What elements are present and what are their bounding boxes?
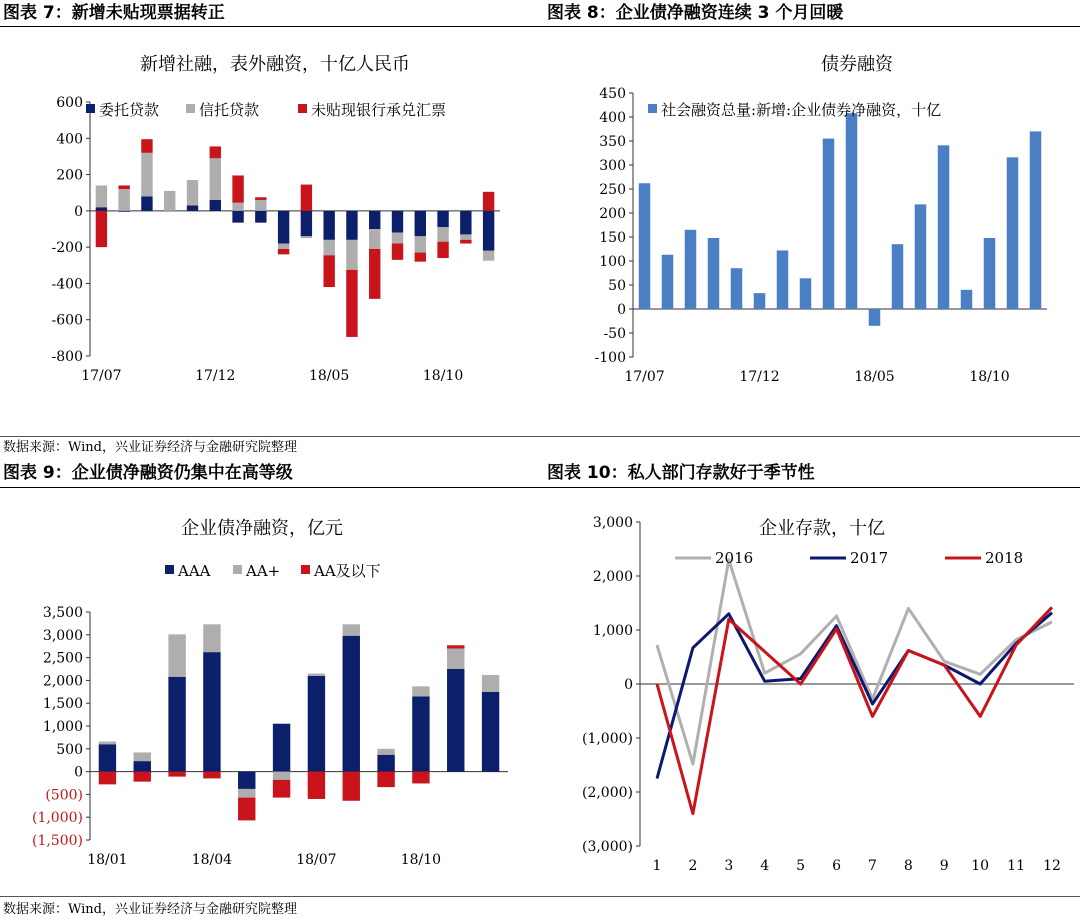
bottom-header-rule xyxy=(0,487,1080,488)
fig8-bar xyxy=(662,255,674,309)
fig9-bar xyxy=(412,696,429,771)
fig7-bar xyxy=(346,270,357,337)
fig9-y-tick-label: (1,500) xyxy=(31,833,83,849)
fig7-y-tick-label: 600 xyxy=(56,95,83,111)
fig7-header: 图表 7：新增未贴现票据转正 xyxy=(3,3,225,23)
fig9-y-tick-label: 500 xyxy=(56,741,83,758)
fig7-x-tick-label: 18/05 xyxy=(308,368,350,384)
fig8-y-tick-label: 200 xyxy=(599,206,626,222)
fig10-legend-label: 2016 xyxy=(715,549,754,567)
fig8-y-tick-label: 150 xyxy=(599,230,626,246)
fig7-bar xyxy=(232,211,243,223)
fig9-bar xyxy=(308,674,325,676)
fig7-bar xyxy=(118,185,129,189)
fig7-y-tick-label: 400 xyxy=(56,131,83,148)
fig10-x-tick-label: 10 xyxy=(971,858,990,874)
fig7-bar xyxy=(210,146,221,158)
fig8-bar xyxy=(754,293,766,309)
fig8-title: 债券融资 xyxy=(821,54,893,75)
fig7-bar xyxy=(278,211,289,244)
fig8-x-tick-label: 17/12 xyxy=(739,369,780,385)
fig10-y-tick-label: 3,000 xyxy=(592,515,633,531)
fig8-y-tick-label: 400 xyxy=(599,110,626,126)
fig9-bar xyxy=(377,749,394,755)
fig9-header: 图表 9：企业债净融资仍集中在高等级 xyxy=(3,463,293,483)
fig7-legend-swatch xyxy=(186,104,195,113)
fig10-y-tick-label: (3,000) xyxy=(581,839,633,855)
fig9-bar xyxy=(134,772,151,782)
fig8-y-tick-label: 300 xyxy=(599,158,626,174)
fig7-bar xyxy=(323,240,334,255)
fig7-bar xyxy=(210,200,221,211)
fig9-bar xyxy=(168,772,185,777)
fig7-bar xyxy=(323,255,334,287)
fig8-bar xyxy=(1007,157,1019,309)
fig8-bar xyxy=(639,183,651,309)
fig9-bar xyxy=(273,724,290,772)
fig7-y-tick-label: -800 xyxy=(51,349,83,365)
fig10-header: 图表 10：私人部门存款好于季节性 xyxy=(547,463,815,483)
fig9-bar xyxy=(99,742,116,745)
fig7-bar xyxy=(255,200,266,211)
fig8-bar xyxy=(938,145,950,309)
fig7-bar xyxy=(323,211,334,240)
fig7-bar xyxy=(187,205,198,210)
fig10-y-tick-label: 0 xyxy=(624,677,633,693)
fig9-x-tick-label: 18/04 xyxy=(191,852,233,868)
fig9-y-tick-label: 3,500 xyxy=(42,605,83,621)
fig7-bar xyxy=(483,211,494,251)
fig9-legend-label: AA+ xyxy=(246,562,281,580)
fig7-bar xyxy=(301,236,312,238)
fig8-bar xyxy=(846,113,858,309)
fig8-legend-label: 社会融资总量:新增:企业债券净融资，十亿 xyxy=(661,101,942,119)
fig10-x-tick-label: 5 xyxy=(796,858,806,874)
fig7-bar xyxy=(164,191,175,211)
fig7-bar xyxy=(141,196,152,211)
fig8-bar xyxy=(800,278,812,309)
fig7-bar xyxy=(392,244,403,260)
fig8-bar xyxy=(1030,131,1042,309)
fig9-bar xyxy=(134,752,151,761)
fig8-bar xyxy=(984,238,996,309)
fig10-x-tick-label: 2 xyxy=(688,858,698,874)
fig7-bar xyxy=(96,207,107,211)
fig8-y-tick-label: -50 xyxy=(603,326,626,342)
fig9-y-tick-label: 0 xyxy=(74,764,83,781)
fig10-x-tick-label: 7 xyxy=(867,858,877,874)
fig9-y-tick-label: (1,000) xyxy=(31,810,83,827)
fig7-bar xyxy=(460,234,471,239)
fig7-legend-swatch xyxy=(86,104,95,113)
fig9-bar xyxy=(273,772,290,780)
fig7-bar xyxy=(255,197,266,200)
fig10-y-tick-label: 2,000 xyxy=(592,569,633,585)
fig7-bar xyxy=(346,240,357,270)
fig7-bar xyxy=(255,211,266,223)
fig7-legend-label: 信托贷款 xyxy=(199,101,260,119)
fig10-x-tick-label: 3 xyxy=(724,858,734,874)
fig7-y-tick-label: -200 xyxy=(51,240,83,257)
fig9-chart xyxy=(0,492,540,894)
fig9-y-tick-label: 3,000 xyxy=(42,627,83,644)
fig9-bar xyxy=(377,755,394,772)
fig10-x-tick-label: 4 xyxy=(760,858,770,874)
fig10-y-tick-label: (2,000) xyxy=(581,785,633,801)
fig9-bar xyxy=(273,780,290,798)
fig8-bar xyxy=(915,204,927,309)
fig9-legend-swatch xyxy=(301,565,310,574)
fig9-bar xyxy=(447,648,464,669)
fig7-bar xyxy=(392,233,403,244)
fig9-bar xyxy=(447,669,464,772)
fig8-bar xyxy=(823,139,835,309)
fig10-y-tick-label: (1,000) xyxy=(581,731,633,747)
fig7-bar xyxy=(415,253,426,262)
fig10-y-tick-label: 1,000 xyxy=(592,623,633,639)
fig9-title: 企业债净融资，亿元 xyxy=(181,518,343,539)
fig8-bar xyxy=(731,268,743,309)
fig9-bar xyxy=(238,772,255,789)
fig8-header: 图表 8：企业债净融资连续 3 个月回暖 xyxy=(547,3,844,23)
fig9-legend-swatch xyxy=(165,565,174,574)
fig9-bar xyxy=(238,789,255,798)
fig9-bar xyxy=(343,636,360,772)
fig8-x-tick-label: 18/05 xyxy=(854,369,895,385)
fig7-y-tick-label: 0 xyxy=(74,203,83,220)
fig7-bar xyxy=(232,203,243,211)
fig9-bar xyxy=(308,676,325,772)
fig10-x-tick-label: 1 xyxy=(652,858,662,874)
fig9-x-tick-label: 18/07 xyxy=(296,852,337,868)
fig8-x-tick-label: 18/10 xyxy=(969,369,1010,385)
fig7-bar xyxy=(483,251,494,261)
fig7-bar xyxy=(278,249,289,254)
fig7-x-tick-label: 17/07 xyxy=(81,368,122,384)
fig7-bar xyxy=(483,192,494,211)
fig7-legend-label: 未贴现银行承兑汇票 xyxy=(311,101,447,119)
fig7-bar xyxy=(278,244,289,249)
fig7-bar xyxy=(118,189,129,211)
fig8-bar xyxy=(961,290,973,309)
fig9-y-tick-label: 1,500 xyxy=(42,696,83,713)
fig8-y-tick-label: 350 xyxy=(599,134,626,150)
top-source-note: 数据来源：Wind，兴业证券经济与金融研究院整理 xyxy=(3,440,297,455)
fig10-legend-label: 2018 xyxy=(985,549,1024,567)
fig7-x-tick-label: 18/10 xyxy=(422,368,464,384)
fig9-bar xyxy=(343,772,360,801)
fig7-legend-label: 委托贷款 xyxy=(99,101,160,119)
top-header-rule xyxy=(0,26,1080,27)
fig7-y-tick-label: 200 xyxy=(56,167,83,184)
fig8-y-tick-label: 50 xyxy=(608,278,626,294)
fig9-bar xyxy=(308,772,325,799)
fig7-chart xyxy=(0,30,540,435)
fig9-y-tick-label: 1,000 xyxy=(42,719,83,735)
fig7-bar xyxy=(118,211,129,212)
fig7-bar xyxy=(187,180,198,205)
fig7-bar xyxy=(301,211,312,236)
fig7-title: 新增社融，表外融资，十亿人民币 xyxy=(140,54,410,75)
fig7-bar xyxy=(437,242,448,258)
fig7-bar xyxy=(301,185,312,211)
fig10-x-tick-label: 9 xyxy=(939,858,949,874)
fig7-bar xyxy=(392,211,403,233)
top-source-rule xyxy=(0,436,1080,437)
fig9-legend-label: AAA xyxy=(178,562,211,580)
fig10-x-tick-label: 8 xyxy=(903,858,913,874)
fig7-bar xyxy=(460,240,471,244)
fig9-y-tick-label: 2,000 xyxy=(42,673,83,690)
fig9-bar xyxy=(412,686,429,696)
fig9-legend-label: AA及以下 xyxy=(314,562,381,580)
fig9-bar xyxy=(412,772,429,784)
fig7-bar xyxy=(232,175,243,202)
fig8-y-tick-label: 0 xyxy=(617,302,626,318)
fig8-chart xyxy=(540,30,1080,435)
fig8-bar xyxy=(869,309,881,326)
fig9-y-tick-label: 2,500 xyxy=(42,650,83,667)
fig8-y-tick-label: 450 xyxy=(599,86,626,102)
fig10-legend-label: 2017 xyxy=(850,549,889,567)
fig7-y-tick-label: -400 xyxy=(51,276,83,293)
fig10-x-tick-label: 11 xyxy=(1007,858,1026,874)
fig9-bar xyxy=(447,645,464,648)
fig9-bar xyxy=(377,772,394,788)
fig10-chart xyxy=(540,492,1080,894)
fig7-x-tick-label: 17/12 xyxy=(195,368,236,384)
fig9-bar xyxy=(99,772,116,785)
fig7-bar xyxy=(415,211,426,236)
fig7-bar xyxy=(437,227,448,242)
fig9-x-tick-label: 18/01 xyxy=(87,852,128,868)
fig9-bar xyxy=(238,798,255,821)
fig7-bar xyxy=(437,211,448,227)
fig9-bar xyxy=(168,677,185,772)
fig7-bar xyxy=(415,236,426,252)
fig10-x-tick-label: 12 xyxy=(1043,858,1061,874)
fig7-bar xyxy=(369,211,380,229)
fig9-bar xyxy=(482,675,499,692)
fig9-x-tick-label: 18/10 xyxy=(400,852,442,868)
fig8-y-tick-label: 100 xyxy=(599,254,626,270)
fig9-bar xyxy=(99,744,116,771)
bottom-source-note: 数据来源：Wind，兴业证券经济与金融研究院整理 xyxy=(3,902,297,917)
fig9-y-tick-label: (500) xyxy=(45,787,83,804)
fig9-bar xyxy=(203,624,220,652)
fig8-y-tick-label: -100 xyxy=(594,350,626,366)
fig9-bar xyxy=(203,652,220,771)
fig7-legend-swatch xyxy=(298,104,307,113)
bottom-source-rule xyxy=(0,896,1080,897)
fig9-legend-swatch xyxy=(233,565,242,574)
fig8-bar xyxy=(777,250,789,309)
fig9-bar xyxy=(482,692,499,772)
fig7-bar xyxy=(141,153,152,197)
fig7-bar xyxy=(96,211,107,247)
fig8-x-tick-label: 17/07 xyxy=(624,369,665,385)
fig9-bar xyxy=(343,624,360,635)
fig7-bar xyxy=(346,211,357,240)
fig7-bar xyxy=(210,158,221,200)
fig9-bar xyxy=(168,634,185,676)
fig7-bar xyxy=(141,139,152,153)
fig8-bar xyxy=(708,238,720,309)
fig7-bar xyxy=(369,249,380,299)
fig7-y-tick-label: -600 xyxy=(51,312,83,329)
fig9-bar xyxy=(203,772,220,779)
fig7-bar xyxy=(369,229,380,249)
fig8-y-tick-label: 250 xyxy=(599,182,626,198)
fig8-bar xyxy=(685,230,697,309)
fig9-bar xyxy=(134,761,151,771)
fig10-x-tick-label: 6 xyxy=(832,858,842,874)
fig7-bar xyxy=(96,185,107,207)
fig7-bar xyxy=(460,211,471,235)
fig8-bar xyxy=(892,244,904,309)
fig10-title: 企业存款，十亿 xyxy=(759,518,885,539)
fig8-legend-swatch xyxy=(648,104,657,113)
